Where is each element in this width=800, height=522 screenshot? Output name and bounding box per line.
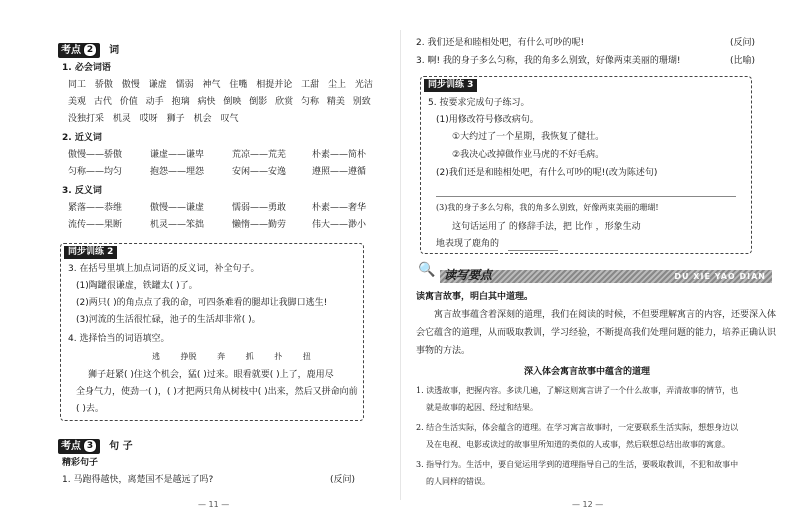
sentence-2: 2. 我们还是和睦相处吧，有什么可吵的呢!: [416, 38, 585, 48]
vocab-word: 相提并论: [256, 80, 293, 90]
section-badge: 考点 2: [58, 43, 100, 58]
section-heading-sentences: [58, 434, 133, 454]
antonym-pair: 伟大——渺小: [312, 220, 367, 230]
subheading-must-know: 1. 必会词语: [62, 63, 111, 73]
sentence-2-tag: (反问): [730, 38, 756, 48]
banner-pinyin: DU XIE YAO DIAN: [674, 272, 766, 281]
vocab-word: 同工: [68, 80, 87, 90]
vocab-word: 匀称: [301, 97, 320, 107]
vocab-word: 懦弱: [175, 80, 194, 90]
section-badge-number: 3: [83, 439, 97, 453]
question-4-para-line-2: 全身气力，使劲一( )，( )才把两只角从树枝中( )出来，然后又拼命向前: [76, 387, 358, 397]
vocab-word: 尘上: [328, 80, 347, 90]
antonym-pair: 机灵——笨拙: [150, 220, 205, 230]
sentence-3: 3. 啊! 我的身子多么匀称，我的角多么别致，好像两束美丽的珊瑚!: [416, 56, 681, 66]
vocab-word: 别致: [352, 97, 371, 107]
synonym-pair: 傲慢——骄傲: [68, 150, 123, 160]
wordbank-item: 逃: [152, 352, 160, 361]
vocab-word: 哎呀: [139, 114, 158, 124]
subheading-wonderful-sentences: 精彩句子: [62, 458, 99, 468]
question-5-3: (3)我的身子多么匀称，我的角多么别致，好像两束美丽的珊瑚!: [436, 203, 659, 212]
vocab-word: 倒影: [249, 97, 268, 107]
vocab-row-1: [68, 80, 373, 91]
banner-title: 读写要点: [444, 268, 493, 282]
wordbank-item: 扭: [302, 352, 311, 361]
subheading-antonyms: 3. 反义词: [62, 186, 102, 196]
vocab-word: 抱璃: [171, 97, 190, 107]
section-badge: 考点 3: [58, 439, 100, 454]
vocab-word: 神气: [202, 80, 221, 90]
vocab-word: 机灵: [112, 114, 131, 124]
reading-para-line-2: 会它蕴含的道理，从而吸取教训，学习经验，不断提高我们处理问题的能力，培养正确认识: [416, 328, 777, 338]
training-label: 同步训练 3: [424, 79, 477, 92]
wordbank-item: 挣脱: [180, 352, 197, 361]
question-5-3-fill: 这句话运用了 的修辞手法，把 比作 ，形象生动: [452, 222, 641, 232]
synonym-pair: 匀称——均匀: [68, 167, 123, 177]
vocab-word: 欣赏: [275, 97, 294, 107]
question-5-1a: ①大约过了一个星期，我恢复了健壮。: [452, 132, 605, 142]
vocab-word: 工甜: [301, 80, 320, 90]
section-title: 句 子: [109, 441, 133, 452]
vocab-row-2: [68, 97, 371, 108]
point-1-line-1: 1. 读透故事，把握内容。多读几遍，了解这则寓言讲了一个什么故事，弄清故事的情节，也: [416, 386, 739, 395]
antonym-row-1: [68, 203, 366, 214]
question-5-1: (1)用修改符号修改病句。: [436, 115, 539, 125]
vocab-word: 叹气: [220, 114, 239, 124]
sentence-1: 1. 马跑得越快，离楚国不是越远了吗?: [62, 475, 214, 485]
page-number: — 12 —: [572, 500, 604, 509]
reading-point-title: 读寓言故事，明白其中道理。: [416, 292, 534, 302]
reading-para-line-1: 寓言故事蕴含着深刻的道理，我们在阅读的时候，不但要理解寓言的内容，还要深入体: [434, 310, 777, 320]
antonym-pair: 懒惰——勤劳: [232, 220, 287, 230]
question-3-2: (2)两只( )的角点点了我的命，可四条难看的腿却让我脚口逃生!: [76, 298, 328, 308]
synonym-row-1: [68, 150, 366, 161]
vocab-word: 没独打采: [68, 114, 105, 124]
antonym-pair: 流传——果断: [68, 220, 123, 230]
vocab-word: 动手: [145, 97, 164, 107]
point-1-line-2: 就是故事的起因、经过和结果。: [426, 403, 538, 412]
vocab-word: 精美: [326, 97, 345, 107]
vocab-word: 倒映: [223, 97, 242, 107]
point-3-line-2: 的人同样的错误。: [426, 477, 490, 486]
section-title: 词: [109, 45, 120, 56]
subheading-synonyms: 2. 近义词: [62, 133, 102, 143]
antonym-row-2: [68, 220, 366, 231]
question-3: 3. 在括号里填上加点词语的反义词，补全句子。: [68, 264, 260, 274]
sentence-1-tag: (反问): [330, 475, 356, 485]
antonym-pair: 朴素——奢华: [312, 203, 367, 213]
question-3-3: (3)河流的生活很忙碌，池子的生活却非常( )。: [76, 315, 261, 325]
antonym-pair: 紧落——恭维: [68, 203, 123, 213]
synonym-pair: 朴素——简朴: [312, 150, 367, 160]
question-5-3-fill-2: 地表现了鹿角的: [436, 239, 500, 249]
section-badge-number: 2: [83, 43, 97, 57]
synonym-pair: 遵照——遵循: [312, 167, 367, 177]
antonym-pair: 懦弱——勇敢: [232, 203, 287, 213]
vocab-word: 病快: [197, 97, 216, 107]
vocab-word: 骄傲: [94, 80, 113, 90]
synonym-pair: 抱怨——埋怨: [150, 167, 205, 177]
question-5-1b: ②我决心改掉做作业马虎的不好毛病。: [452, 150, 605, 160]
question-4-wordbank: [152, 352, 311, 362]
right-page: [400, 0, 800, 522]
antonym-pair: 傲慢——谦虚: [150, 203, 205, 213]
reading-para-line-3: 事物的方法。: [416, 346, 471, 356]
wordbank-item: 抓: [245, 352, 254, 361]
vocab-word: 狮子: [166, 114, 185, 124]
question-4-para-line-3: ( )去。: [76, 404, 104, 414]
vocab-word: 美观: [68, 97, 87, 107]
vocab-row-3: [68, 114, 238, 125]
page-number: — 11 —: [198, 500, 230, 509]
question-5-2: (2)我们还是和睦相处吧，有什么可吵的呢!(改为陈述句): [436, 168, 658, 178]
reader-figure-icon: 🔍: [418, 262, 436, 278]
answer-line: [436, 196, 736, 197]
synonym-pair: 谦虚——谦卑: [150, 150, 205, 160]
vocab-word: 谦虚: [148, 80, 167, 90]
vocab-word: 机会: [193, 114, 212, 124]
question-5: 5. 按要求完成句子练习。: [428, 98, 530, 108]
point-2-line-2: 及在电视、电影或读过的故事里所知道的类似的人或事，然后联想总结出故事的寓意。: [426, 440, 730, 449]
synonym-pair: 安闲——安逸: [232, 167, 287, 177]
vocab-word: 价值: [119, 97, 138, 107]
vocab-word: 光洁: [354, 80, 373, 90]
wordbank-item: 奔: [217, 352, 226, 361]
question-4: 4. 选择恰当的词语填空。: [68, 334, 170, 344]
section-heading-words: [58, 38, 119, 58]
question-3-1: (1)陶罐很谦虚，铁罐太( )了。: [76, 281, 198, 291]
synonym-pair: 荒凉——荒芜: [232, 150, 287, 160]
wordbank-item: 扑: [274, 352, 283, 361]
point-3-line-1: 3. 指导行为。生活中，要自觉运用学到的道理指导自己的生活，要吸取教训，不犯和故事中: [416, 460, 739, 469]
vocab-word: 古代: [93, 97, 112, 107]
training-label: 同步训练 2: [64, 246, 117, 259]
sentence-3-tag: (比喻): [730, 56, 756, 66]
question-4-para-line-1: 狮子赶紧( )住这个机会，猛( )过来。眼看就要( )上了，鹿用尽: [88, 370, 334, 380]
answer-blank: [508, 250, 558, 251]
reading-subtitle: 深入体会寓言故事中蕴含的道理: [524, 367, 651, 377]
synonym-row-2: [68, 167, 366, 178]
vocab-word: 傲慢: [121, 80, 140, 90]
vocab-word: 住嘴: [229, 80, 248, 90]
point-2-line-1: 2. 结合生活实际，体会蕴含的道理。在学习寓言故事时，一定要联系生活实际，想想身边以: [416, 423, 739, 432]
